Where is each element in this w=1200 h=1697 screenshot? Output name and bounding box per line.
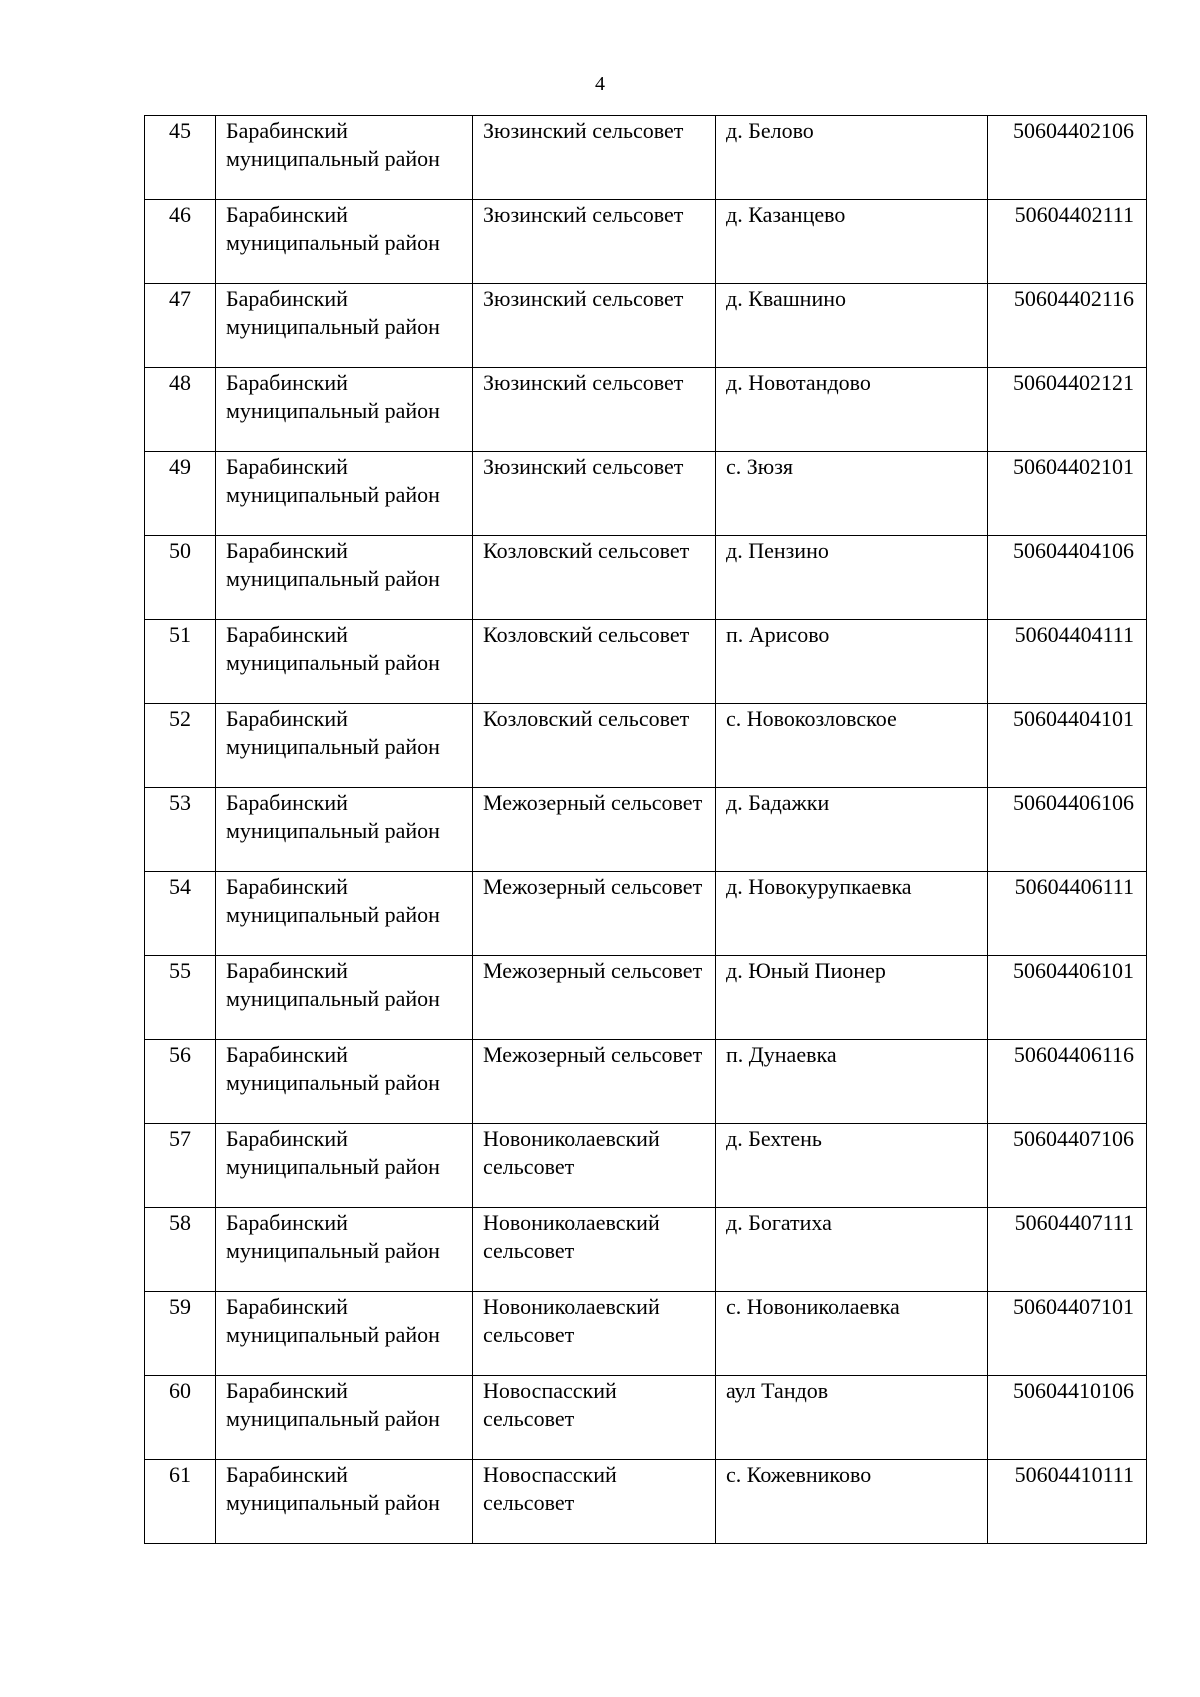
settlement-cell: п. Арисово xyxy=(716,620,988,704)
oktmo-code-cell: 50604402111 xyxy=(988,200,1147,284)
council-cell: Новониколаевский сельсовет xyxy=(473,1292,716,1376)
row-number-cell: 47 xyxy=(145,284,216,368)
oktmo-code-cell: 50604410111 xyxy=(988,1460,1147,1544)
district-cell: Барабинский муниципальный район xyxy=(216,1040,473,1124)
row-number-cell: 50 xyxy=(145,536,216,620)
row-number-cell: 48 xyxy=(145,368,216,452)
district-cell: Барабинский муниципальный район xyxy=(216,452,473,536)
row-number-cell: 56 xyxy=(145,1040,216,1124)
district-cell: Барабинский муниципальный район xyxy=(216,284,473,368)
settlement-cell: д. Казанцево xyxy=(716,200,988,284)
table-row xyxy=(145,956,1147,1040)
table-row xyxy=(145,452,1147,536)
oktmo-code-cell: 50604410106 xyxy=(988,1376,1147,1460)
oktmo-code-cell: 50604404106 xyxy=(988,536,1147,620)
table-row xyxy=(145,116,1147,200)
district-cell: Барабинский муниципальный район xyxy=(216,788,473,872)
oktmo-code-cell: 50604402116 xyxy=(988,284,1147,368)
oktmo-code-cell: 50604402121 xyxy=(988,368,1147,452)
council-cell: Козловский сельсовет xyxy=(473,704,716,788)
table-row xyxy=(145,536,1147,620)
district-cell: Барабинский муниципальный район xyxy=(216,956,473,1040)
oktmo-code-cell: 50604404111 xyxy=(988,620,1147,704)
table-row xyxy=(145,872,1147,956)
oktmo-code-cell: 50604402106 xyxy=(988,116,1147,200)
district-cell: Барабинский муниципальный район xyxy=(216,536,473,620)
district-cell: Барабинский муниципальный район xyxy=(216,368,473,452)
oktmo-code-cell: 50604406116 xyxy=(988,1040,1147,1124)
oktmo-code-cell: 50604406106 xyxy=(988,788,1147,872)
table-row xyxy=(145,1376,1147,1460)
oktmo-code-cell: 50604407101 xyxy=(988,1292,1147,1376)
council-cell: Межозерный сельсовет xyxy=(473,872,716,956)
district-cell: Барабинский муниципальный район xyxy=(216,1376,473,1460)
row-number-cell: 54 xyxy=(145,872,216,956)
oktmo-code-cell: 50604406101 xyxy=(988,956,1147,1040)
council-cell: Межозерный сельсовет xyxy=(473,788,716,872)
district-cell: Барабинский муниципальный район xyxy=(216,704,473,788)
oktmo-code-cell: 50604406111 xyxy=(988,872,1147,956)
council-cell: Зюзинский сельсовет xyxy=(473,284,716,368)
oktmo-code-cell: 50604402101 xyxy=(988,452,1147,536)
oktmo-code-cell: 50604407106 xyxy=(988,1124,1147,1208)
row-number-cell: 60 xyxy=(145,1376,216,1460)
council-cell: Новоспасский сельсовет xyxy=(473,1460,716,1544)
settlements-table xyxy=(144,115,1147,1544)
table-row xyxy=(145,368,1147,452)
table-row xyxy=(145,1124,1147,1208)
district-cell: Барабинский муниципальный район xyxy=(216,872,473,956)
table-row xyxy=(145,1292,1147,1376)
table-row xyxy=(145,284,1147,368)
oktmo-code-cell: 50604404101 xyxy=(988,704,1147,788)
row-number-cell: 59 xyxy=(145,1292,216,1376)
settlement-cell: д. Пензино xyxy=(716,536,988,620)
settlement-cell: д. Бадажки xyxy=(716,788,988,872)
settlement-cell: с. Кожевниково xyxy=(716,1460,988,1544)
row-number-cell: 58 xyxy=(145,1208,216,1292)
settlement-cell: д. Юный Пионер xyxy=(716,956,988,1040)
oktmo-code-cell: 50604407111 xyxy=(988,1208,1147,1292)
settlement-cell: д. Белово xyxy=(716,116,988,200)
table-row xyxy=(145,1460,1147,1544)
table-row xyxy=(145,704,1147,788)
table-row xyxy=(145,1040,1147,1124)
row-number-cell: 45 xyxy=(145,116,216,200)
district-cell: Барабинский муниципальный район xyxy=(216,1292,473,1376)
table-row xyxy=(145,200,1147,284)
settlement-cell: д. Бехтень xyxy=(716,1124,988,1208)
settlement-cell: п. Дунаевка xyxy=(716,1040,988,1124)
council-cell: Новониколаевский сельсовет xyxy=(473,1208,716,1292)
district-cell: Барабинский муниципальный район xyxy=(216,116,473,200)
district-cell: Барабинский муниципальный район xyxy=(216,200,473,284)
settlement-cell: д. Квашнино xyxy=(716,284,988,368)
council-cell: Межозерный сельсовет xyxy=(473,956,716,1040)
settlement-cell: д. Новотандово xyxy=(716,368,988,452)
table-row xyxy=(145,1208,1147,1292)
council-cell: Козловский сельсовет xyxy=(473,620,716,704)
table-row xyxy=(145,620,1147,704)
row-number-cell: 51 xyxy=(145,620,216,704)
council-cell: Новониколаевский сельсовет xyxy=(473,1124,716,1208)
council-cell: Новоспасский сельсовет xyxy=(473,1376,716,1460)
council-cell: Козловский сельсовет xyxy=(473,536,716,620)
district-cell: Барабинский муниципальный район xyxy=(216,620,473,704)
settlement-cell: с. Зюзя xyxy=(716,452,988,536)
settlement-cell: д. Богатиха xyxy=(716,1208,988,1292)
settlement-cell: д. Новокурупкаевка xyxy=(716,872,988,956)
council-cell: Зюзинский сельсовет xyxy=(473,368,716,452)
page-number: 4 xyxy=(595,73,605,95)
district-cell: Барабинский муниципальный район xyxy=(216,1460,473,1544)
settlement-cell: аул Тандов xyxy=(716,1376,988,1460)
district-cell: Барабинский муниципальный район xyxy=(216,1124,473,1208)
council-cell: Межозерный сельсовет xyxy=(473,1040,716,1124)
council-cell: Зюзинский сельсовет xyxy=(473,116,716,200)
row-number-cell: 55 xyxy=(145,956,216,1040)
row-number-cell: 49 xyxy=(145,452,216,536)
row-number-cell: 57 xyxy=(145,1124,216,1208)
district-cell: Барабинский муниципальный район xyxy=(216,1208,473,1292)
settlement-cell: с. Новокозловское xyxy=(716,704,988,788)
council-cell: Зюзинский сельсовет xyxy=(473,452,716,536)
row-number-cell: 53 xyxy=(145,788,216,872)
row-number-cell: 46 xyxy=(145,200,216,284)
table-row xyxy=(145,788,1147,872)
row-number-cell: 61 xyxy=(145,1460,216,1544)
settlement-cell: с. Новониколаевка xyxy=(716,1292,988,1376)
settlements-table-body xyxy=(145,116,1147,1544)
council-cell: Зюзинский сельсовет xyxy=(473,200,716,284)
row-number-cell: 52 xyxy=(145,704,216,788)
